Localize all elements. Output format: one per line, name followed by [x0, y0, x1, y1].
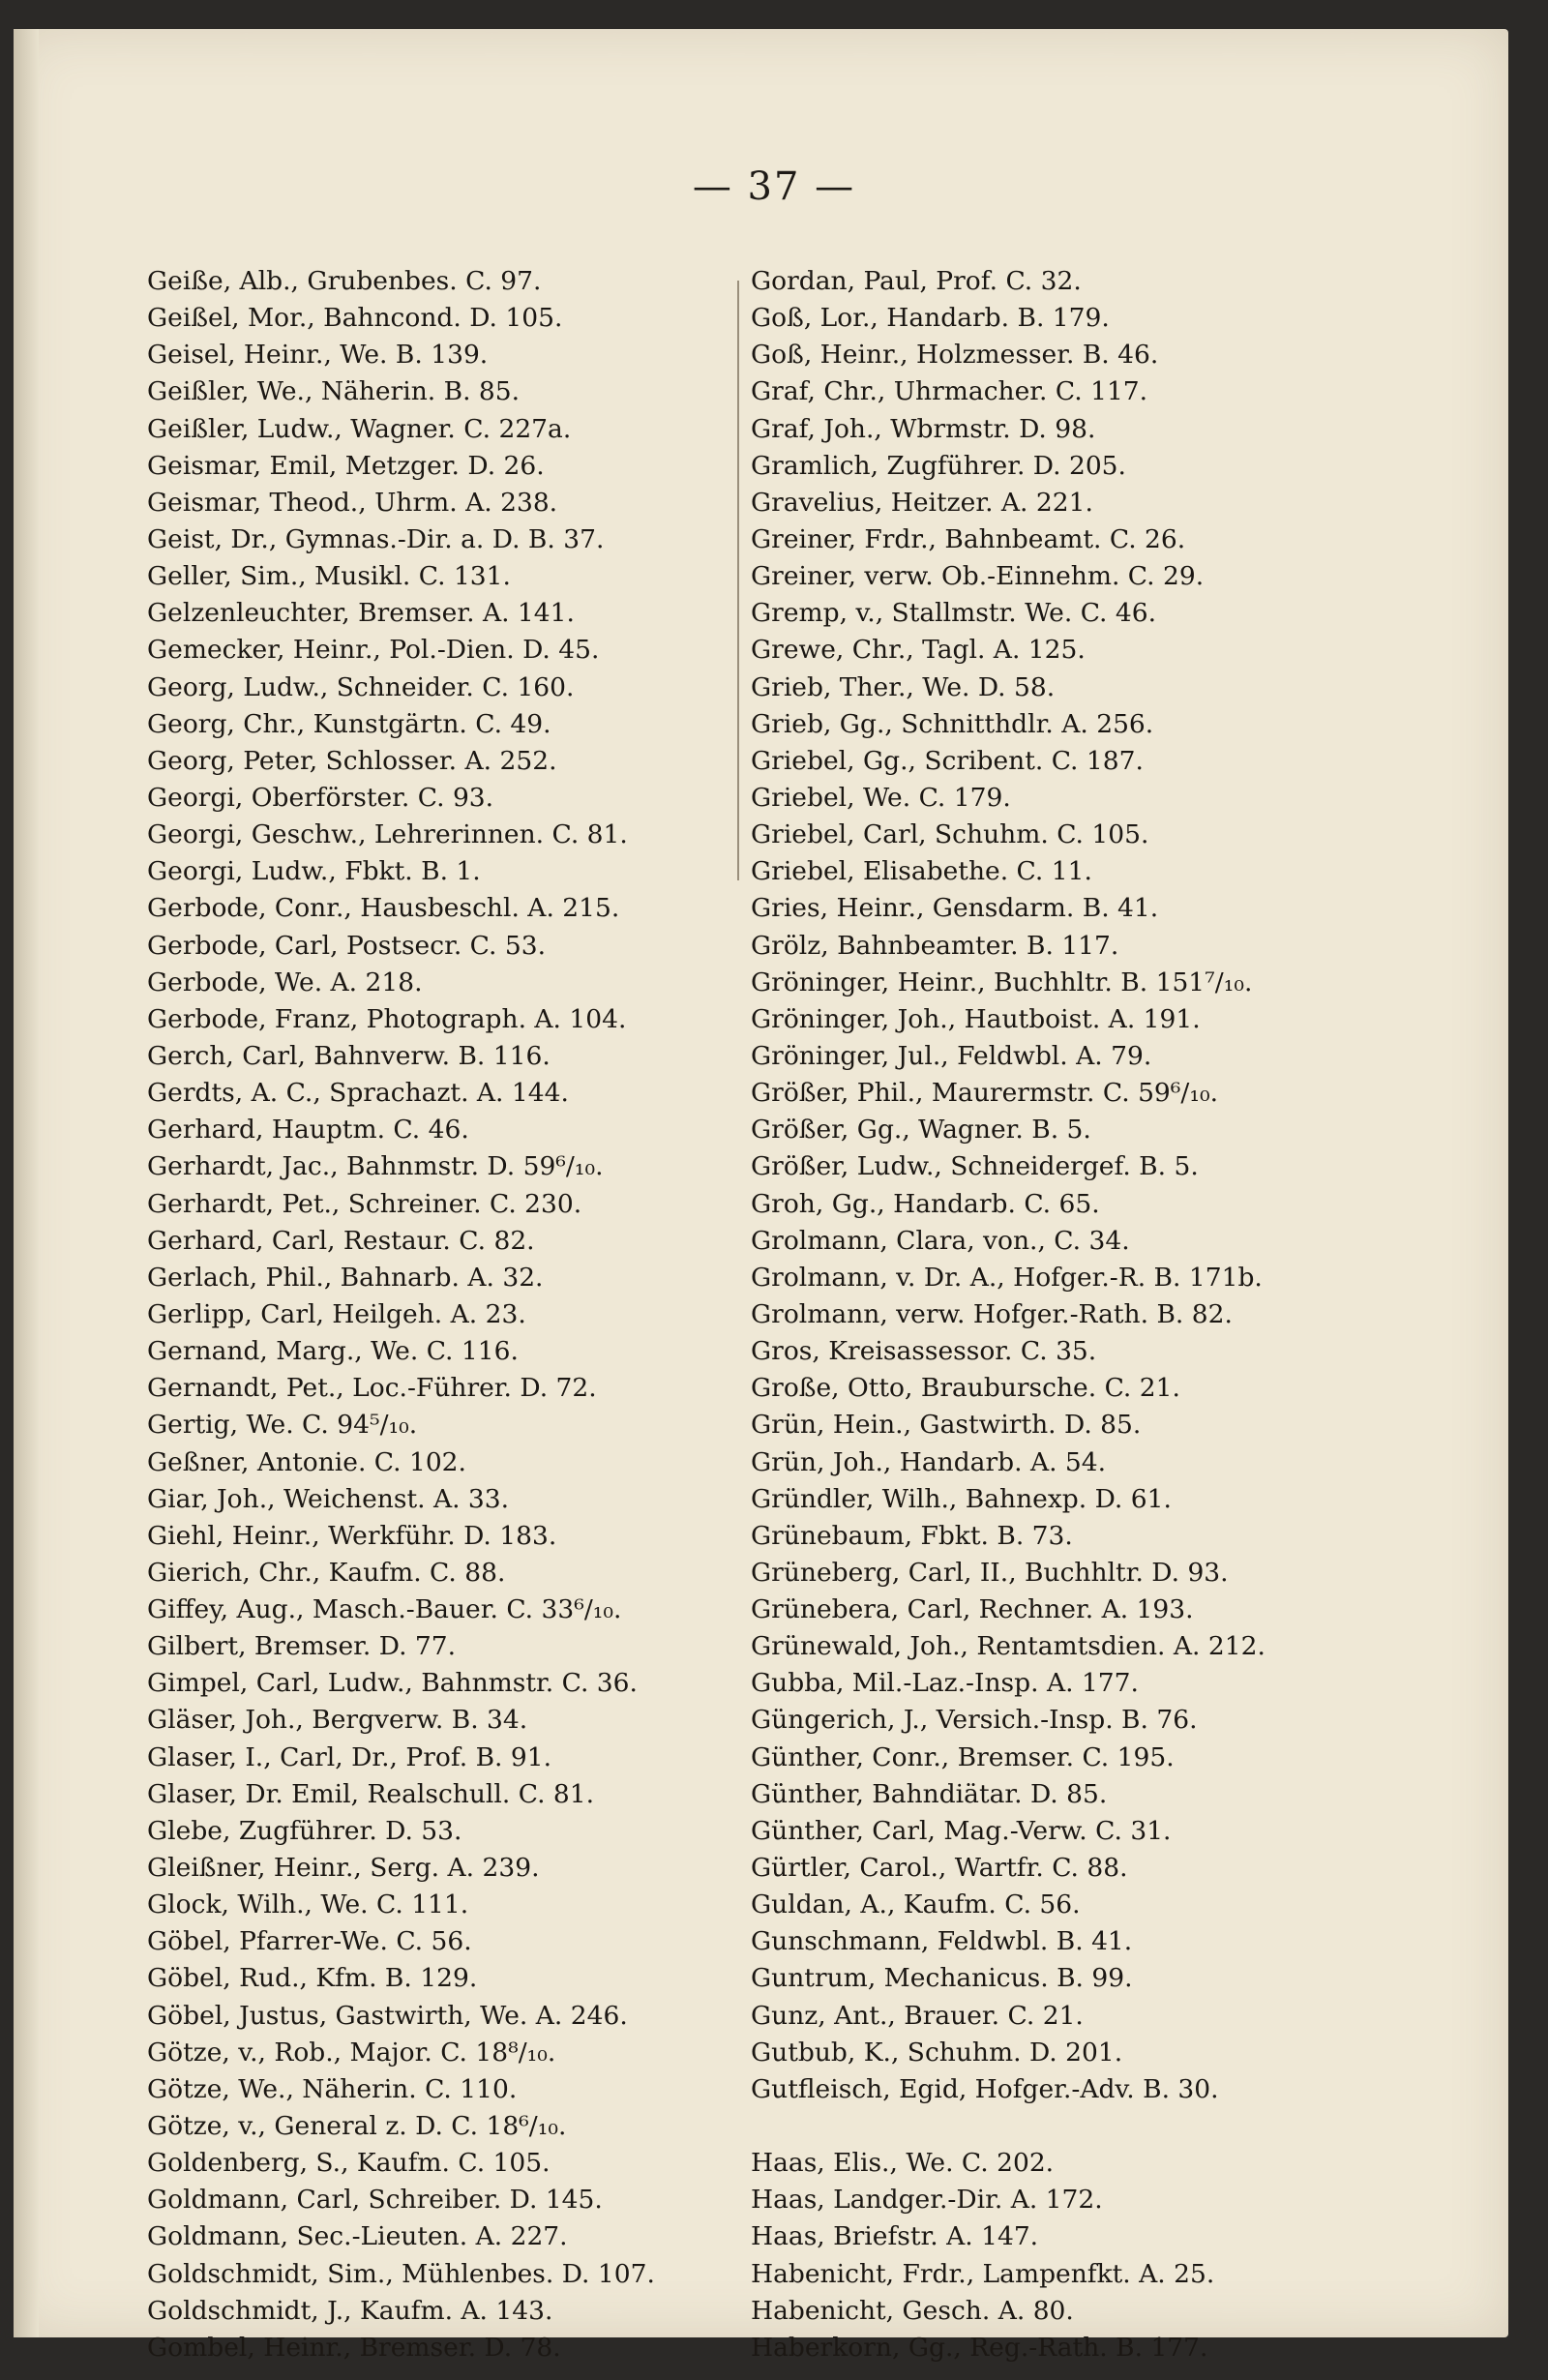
directory-entry: Griebel, Carl, Schuhm. C. 105.: [751, 819, 1149, 850]
directory-entry: Georg, Chr., Kunstgärtn. C. 49.: [147, 708, 551, 739]
directory-entry: Günther, Carl, Mag.-Verw. C. 31.: [751, 1815, 1172, 1846]
directory-entry: Geiße, Alb., Grubenbes. C. 97.: [147, 266, 542, 296]
directory-entry: Haas, Landger.-Dir. A. 172.: [751, 2185, 1103, 2216]
directory-entry: Grölz, Bahnbeamter. B. 117.: [751, 930, 1119, 961]
directory-entry: Grolmann, verw. Hofger.-Rath. B. 82.: [751, 1298, 1233, 1329]
directory-entry: Goldenberg, S., Kaufm. C. 105.: [147, 2148, 551, 2179]
directory-entry: Gimpel, Carl, Ludw., Bahnmstr. C. 36.: [147, 1668, 638, 1699]
directory-entry: Gleißner, Heinr., Serg. A. 239.: [147, 1853, 540, 1884]
directory-entry: Guldan, A., Kaufm. C. 56.: [751, 1889, 1081, 1920]
directory-entry: Geismar, Theod., Uhrm. A. 238.: [147, 487, 558, 518]
directory-entry: Georg, Ludw., Schneider. C. 160.: [147, 671, 575, 702]
directory-entry: Gernand, Marg., We. C. 116.: [147, 1336, 519, 1367]
directory-entry: Georgi, Ludw., Fbkt. B. 1.: [147, 856, 481, 887]
directory-entry: Groh, Gg., Handarb. C. 65.: [751, 1188, 1100, 1219]
directory-entry: Giar, Joh., Weichenst. A. 33.: [147, 1483, 510, 1514]
directory-entry: Grüneberg, Carl, II., Buchhltr. D. 93.: [751, 1557, 1229, 1588]
directory-entry: Geist, Dr., Gymnas.-Dir. a. D. B. 37.: [147, 523, 605, 554]
directory-entry: Graf, Chr., Uhrmacher. C. 117.: [751, 376, 1148, 407]
directory-entry: Grieb, Ther., We. D. 58.: [751, 671, 1056, 702]
directory-entry: Gemecker, Heinr., Pol.-Dien. D. 45.: [147, 635, 600, 666]
directory-entry: Gürtler, Carol., Wartfr. C. 88.: [751, 1853, 1128, 1884]
directory-entry: Griebel, Gg., Scribent. C. 187.: [751, 745, 1144, 776]
directory-entry: Gerhard, Hauptm. C. 46.: [147, 1115, 469, 1145]
directory-entry: Gierich, Chr., Kaufm. C. 88.: [147, 1557, 506, 1588]
directory-entry: Gramlich, Zugführer. D. 205.: [751, 450, 1126, 481]
directory-entry: Georg, Peter, Schlosser. A. 252.: [147, 745, 557, 776]
directory-entry: Gröninger, Heinr., Buchhltr. B. 151⁷/₁₀.: [751, 967, 1253, 997]
directory-entry: Gunschmann, Feldwbl. B. 41.: [751, 1926, 1133, 1957]
directory-entry: Gombel, Heinr., Bremser. D. 78.: [147, 2332, 561, 2363]
directory-entry: Geisel, Heinr., We. B. 139.: [147, 340, 489, 371]
directory-entry: Gutfleisch, Egid, Hofger.-Adv. B. 30.: [751, 2073, 1219, 2104]
directory-entry: Griebel, We. C. 179.: [751, 782, 1011, 813]
directory-entry: Gerhard, Carl, Restaur. C. 82.: [147, 1225, 535, 1256]
directory-entry: Gerbode, Conr., Hausbeschl. A. 215.: [147, 893, 620, 924]
directory-entry: Gros, Kreisassessor. C. 35.: [751, 1336, 1097, 1367]
directory-entry: Grolmann, v. Dr. A., Hofger.-R. B. 171b.: [751, 1262, 1263, 1293]
directory-entry: Glebe, Zugführer. D. 53.: [147, 1815, 462, 1846]
directory-entry: Gelzenleuchter, Bremser. A. 141.: [147, 598, 575, 629]
directory-entry: Grewe, Chr., Tagl. A. 125.: [751, 635, 1086, 666]
directory-entry: Goldschmidt, Sim., Mühlenbes. D. 107.: [147, 2258, 655, 2289]
directory-entry: Georgi, Geschw., Lehrerinnen. C. 81.: [147, 819, 628, 850]
spine-edge: [14, 29, 39, 2337]
directory-entry: Habenicht, Gesch. A. 80.: [751, 2295, 1074, 2326]
directory-entry: Glaser, I., Carl, Dr., Prof. B. 91.: [147, 1741, 552, 1772]
directory-entry: Graf, Joh., Wbrmstr. D. 98.: [751, 413, 1096, 444]
directory-entry: Geßner, Antonie. C. 102.: [147, 1446, 466, 1477]
directory-entry: Goldmann, Sec.-Lieuten. A. 227.: [147, 2221, 568, 2252]
directory-entry: Gerlach, Phil., Bahnarb. A. 32.: [147, 1262, 544, 1293]
directory-entry: Goldmann, Carl, Schreiber. D. 145.: [147, 2185, 603, 2216]
directory-entry: Günther, Bahndiätar. D. 85.: [751, 1778, 1108, 1809]
directory-entry: Glaser, Dr. Emil, Realschull. C. 81.: [147, 1778, 595, 1809]
directory-entry: Grieb, Gg., Schnitthdlr. A. 256.: [751, 708, 1154, 739]
directory-entry: Gordan, Paul, Prof. C. 32.: [751, 266, 1082, 296]
directory-entry: Georgi, Oberförster. C. 93.: [147, 782, 494, 813]
section-gap: [751, 2108, 1293, 2145]
directory-entry: Geißler, Ludw., Wagner. C. 227a.: [147, 413, 572, 444]
directory-entry: Gröninger, Joh., Hautboist. A. 191.: [751, 1003, 1201, 1034]
directory-entry: Goldschmidt, J., Kaufm. A. 143.: [147, 2295, 553, 2326]
directory-entry: Gunz, Ant., Brauer. C. 21.: [751, 2000, 1084, 2031]
directory-entry: Geißler, We., Näherin. B. 85.: [147, 376, 521, 407]
directory-entry: Haas, Elis., We. C. 202.: [751, 2148, 1055, 2179]
directory-entry: Gerlipp, Carl, Heilgeh. A. 23.: [147, 1298, 526, 1329]
directory-entry: Gerdts, A. C., Sprachazt. A. 144.: [147, 1078, 569, 1109]
directory-entry: Glock, Wilh., We. C. 111.: [147, 1889, 469, 1920]
directory-entry: Grünebaum, Fbkt. B. 73.: [751, 1520, 1073, 1551]
directory-entry: Gremp, v., Stallmstr. We. C. 46.: [751, 598, 1157, 629]
directory-entry: Giffey, Aug., Masch.-Bauer. C. 33⁶/₁₀.: [147, 1594, 622, 1625]
directory-entry: Göbel, Pfarrer-We. C. 56.: [147, 1926, 472, 1957]
directory-entry: Gertig, We. C. 94⁵/₁₀.: [147, 1410, 418, 1441]
directory-entry: Geißel, Mor., Bahncond. D. 105.: [147, 303, 563, 334]
directory-entry: Geller, Sim., Musikl. C. 131.: [147, 561, 511, 592]
directory-entry: Gerch, Carl, Bahnverw. B. 116.: [147, 1040, 551, 1071]
directory-entry: Götze, v., General z. D. C. 18⁶/₁₀.: [147, 2111, 567, 2142]
directory-entry: Grün, Joh., Handarb. A. 54.: [751, 1446, 1107, 1477]
left-column: [147, 263, 737, 2366]
directory-entry: Größer, Gg., Wagner. B. 5.: [751, 1115, 1091, 1145]
directory-entry: Gilbert, Bremser. D. 77.: [147, 1631, 457, 1662]
directory-entry: Gerhardt, Jac., Bahnmstr. D. 59⁶/₁₀.: [147, 1151, 604, 1182]
directory-entry: Goß, Heinr., Holzmesser. B. 46.: [751, 340, 1159, 371]
directory-entry: Gerbode, Carl, Postsecr. C. 53.: [147, 930, 547, 961]
directory-entry: Gerbode, We. A. 218.: [147, 967, 423, 997]
page-number: — 37 —: [692, 164, 856, 209]
directory-entry: Gutbub, K., Schuhm. D. 201.: [751, 2037, 1123, 2068]
directory-entry: Grün, Hein., Gastwirth. D. 85.: [751, 1410, 1142, 1441]
directory-entry: Haberkorn, Gg., Reg.-Rath. B. 177.: [751, 2332, 1208, 2363]
directory-entry: Goß, Lor., Handarb. B. 179.: [751, 303, 1110, 334]
directory-entry: Geismar, Emil, Metzger. D. 26.: [147, 450, 545, 481]
directory-entry: Gubba, Mil.-Laz.-Insp. A. 177.: [751, 1668, 1139, 1699]
directory-entry: Gerbode, Franz, Photograph. A. 104.: [147, 1003, 627, 1034]
directory-entry: Greiner, verw. Ob.-Einnehm. C. 29.: [751, 561, 1205, 592]
directory-entry: Grünewald, Joh., Rentamtsdien. A. 212.: [751, 1631, 1265, 1662]
directory-entry: Gröninger, Jul., Feldwbl. A. 79.: [751, 1040, 1152, 1071]
directory-entry: Gravelius, Heitzer. A. 221.: [751, 487, 1093, 518]
directory-entry: Güngerich, J., Versich.-Insp. B. 76.: [751, 1705, 1198, 1736]
directory-entry: Gries, Heinr., Gensdarm. B. 41.: [751, 893, 1159, 924]
directory-entry: Große, Otto, Braubursche. C. 21.: [751, 1373, 1180, 1404]
directory-entry: Göbel, Rud., Kfm. B. 129.: [147, 1963, 478, 1994]
directory-entry: Griebel, Elisabethe. C. 11.: [751, 856, 1092, 887]
column-divider: [737, 281, 739, 880]
directory-entry: Giehl, Heinr., Werkführ. D. 183.: [147, 1520, 557, 1551]
directory-entry: Haas, Briefstr. A. 147.: [751, 2221, 1039, 2252]
directory-entry: Günther, Conr., Bremser. C. 195.: [751, 1741, 1175, 1772]
directory-entry: Größer, Ludw., Schneidergef. B. 5.: [751, 1151, 1199, 1182]
directory-entry: Greiner, Frdr., Bahnbeamt. C. 26.: [751, 523, 1186, 554]
directory-entry: Grünebera, Carl, Rechner. A. 193.: [751, 1594, 1194, 1625]
directory-entry: Götze, v., Rob., Major. C. 18⁸/₁₀.: [147, 2037, 556, 2068]
directory-entry: Gernandt, Pet., Loc.-Führer. D. 72.: [147, 1373, 597, 1404]
directory-entry: Göbel, Justus, Gastwirth, We. A. 246.: [147, 2000, 628, 2031]
directory-entry: Guntrum, Mechanicus. B. 99.: [751, 1963, 1133, 1994]
directory-entry: Götze, We., Näherin. C. 110.: [147, 2073, 518, 2104]
directory-entry: Größer, Phil., Maurermstr. C. 59⁶/₁₀.: [751, 1078, 1219, 1109]
directory-entry: Gründler, Wilh., Bahnexp. D. 61.: [751, 1483, 1172, 1514]
directory-entry: Grolmann, Clara, von., C. 34.: [751, 1225, 1130, 1256]
directory-entry: Habenicht, Frdr., Lampenfkt. A. 25.: [751, 2258, 1215, 2289]
directory-entry: Gläser, Joh., Bergverw. B. 34.: [147, 1705, 528, 1736]
right-column: [751, 263, 1293, 2366]
directory-entry: Gerhardt, Pet., Schreiner. C. 230.: [147, 1188, 582, 1219]
